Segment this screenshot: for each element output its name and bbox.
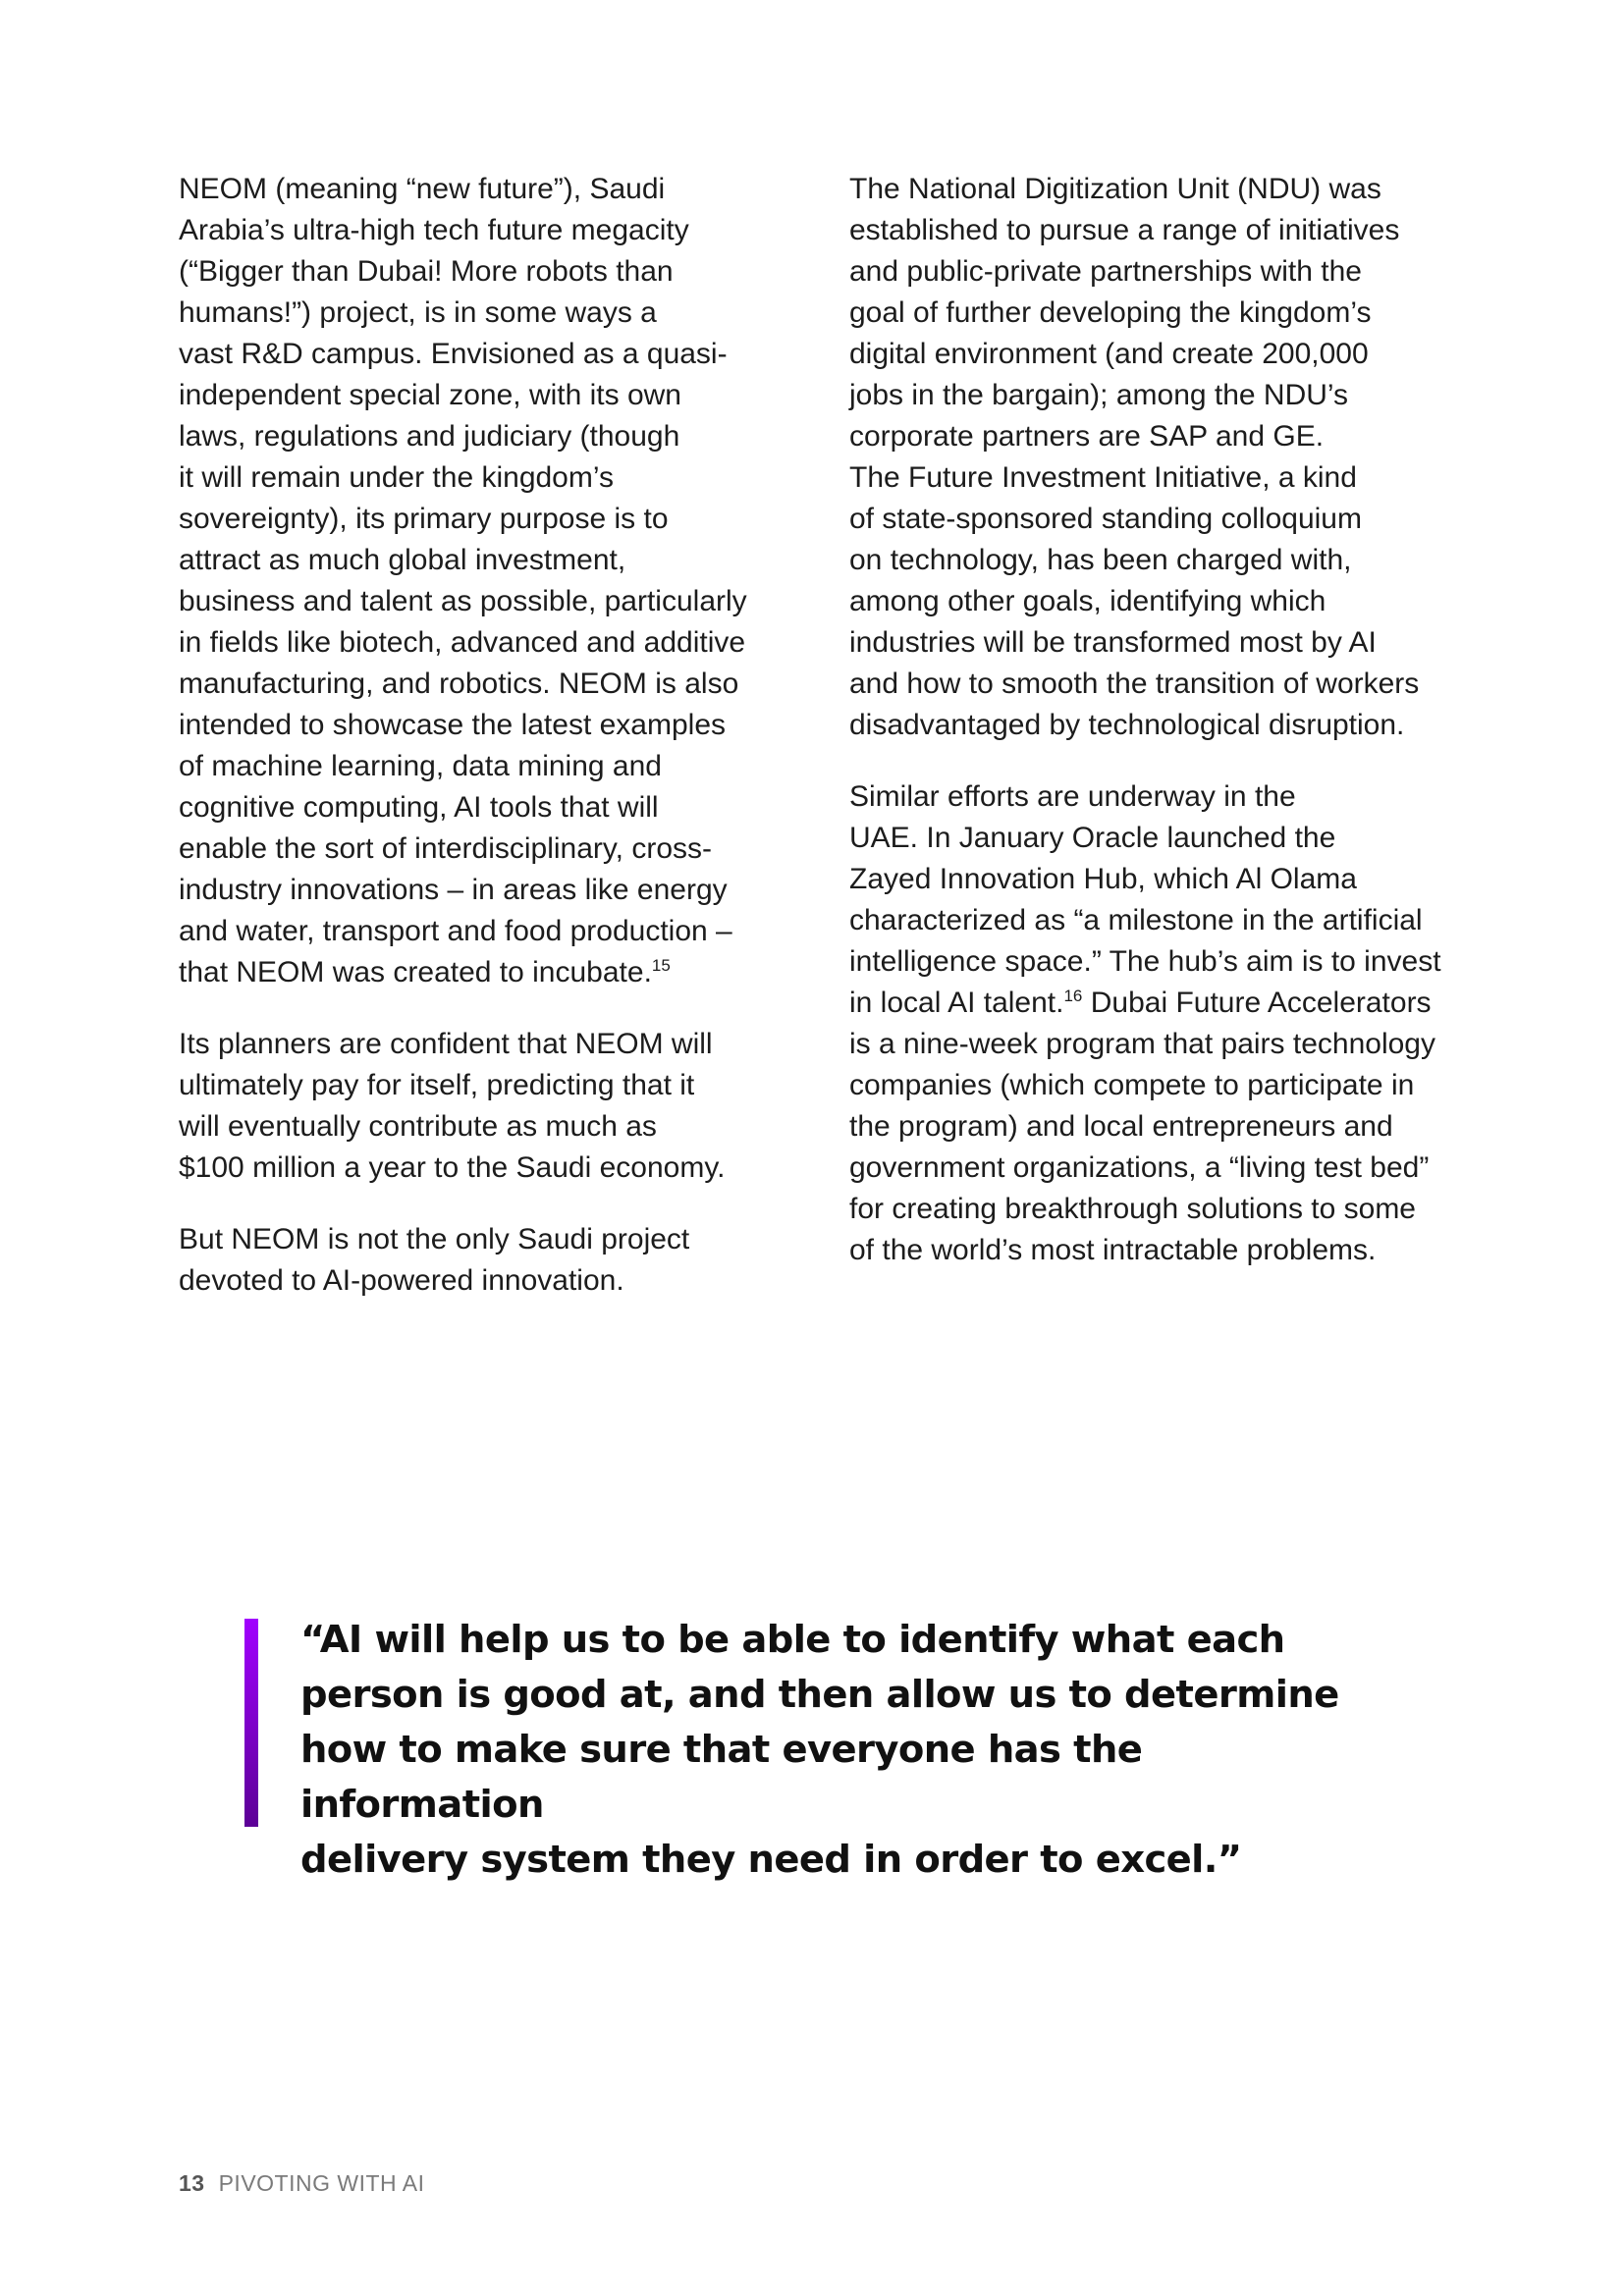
left-column xyxy=(179,169,807,1332)
publication-title: PIVOTING WITH AI xyxy=(218,2170,425,2196)
quote-accent-bar xyxy=(244,1619,258,1827)
pull-quote-text: “AI will help us to be able to identify what each person is good at, and then allow us to determine how to make sure that everyone has the information delivery system they need in order to excel.” xyxy=(300,1618,1339,1882)
right-column xyxy=(849,169,1478,1302)
paragraph-uae: Similar efforts are underway in the UAE. In January Oracle launched the Zayed Innovation Hub, which Al Olama characterized as “a milestone in the artificial intelligence space.” The hub’s aim is to invest in local AI talent.$^{16}$ Dubai Future Accelerators is a nine-week program that pairs technology companies (which compete to participate in the program) and local entrepreneurs and government organizations, a “living test bed” for creating breakthrough solutions to some of the world’s most intractable problems. xyxy=(849,780,1441,1266)
page-number: 13 xyxy=(179,2170,205,2196)
paragraph-planners: Its planners are confident that NEOM will ultimately pay for itself, predicting that it will eventually contribute as much as $100 million a year to the Saudi economy. xyxy=(179,1028,726,1184)
footnote-ref: 15 xyxy=(651,956,671,975)
paragraph-not-only: But NEOM is not the only Saudi project devoted to AI-powered innovation. xyxy=(179,1223,690,1297)
footnote-ref: 16 xyxy=(1063,987,1083,1005)
paragraph-neom: NEOM (meaning “new future”), Saudi Arabia’s ultra-high tech future megacity (“Bigger than Dubai! More robots than humans!”) project, is in some ways a vast R&D campus. Envisioned as a quasi- independent special zone, with its own laws, regulations and judiciary (though it will remain under the kingdom’s sovereignty), its primary purpose is to attract as much global investment, business and talent as possible, particularly in fields like biotech, advanced and additive manufacturing, and robotics. NEOM is also intended to showcase the latest examples of machine learning, data mining and cognitive computing, AI tools that will enable the sort of interdisciplinary, cross- industry innovations – in areas like energy and water, transport and food production – that NEOM was created to incubate.$^{15}$ xyxy=(179,173,747,988)
page-footer xyxy=(179,2170,425,2197)
paragraph-ndu: The National Digitization Unit (NDU) was established to pursue a range of initiatives and public-private partnerships with the goal of further developing the kingdom’s digital environment (and create 200,000 jobs in the bargain); among the NDU’s corporate partners are SAP and GE. The Future Investment Initiative, a kind of state-sponsored standing colloquium on technology, has been charged with, among other goals, identifying which industries will be transformed most by AI and how to smooth the transition of workers disadvantaged by technological disruption. xyxy=(849,173,1420,741)
